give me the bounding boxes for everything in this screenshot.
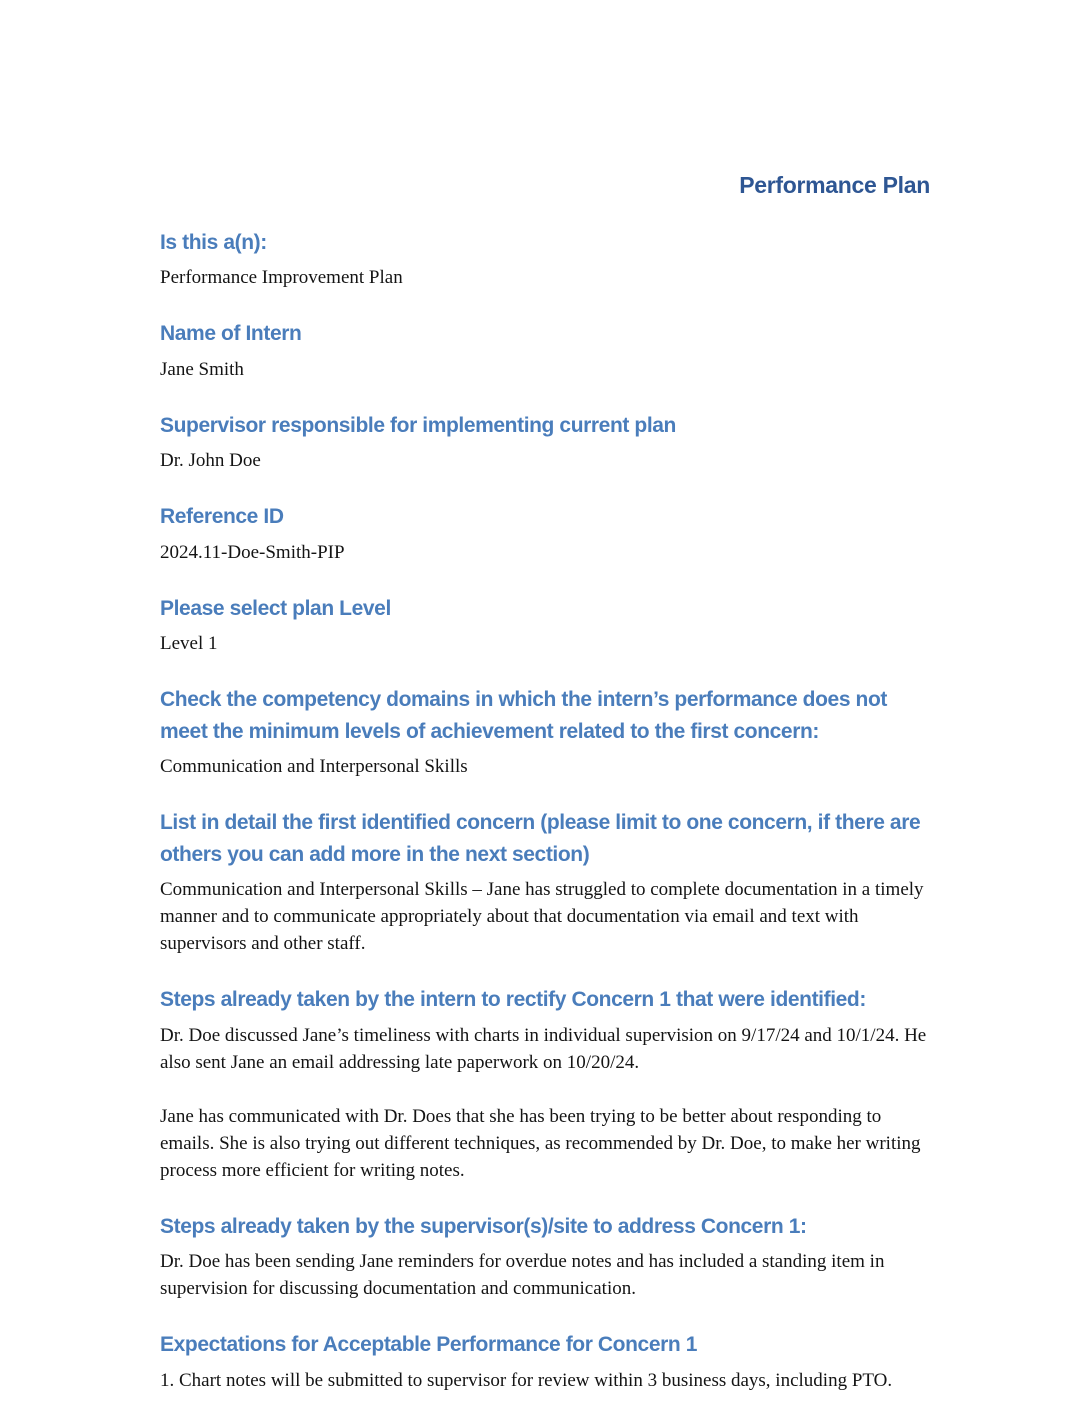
section-paragraph: 1. Chart notes will be submitted to supervisor for review within 3 business days, including PTO.	[160, 1369, 893, 1391]
section-paragraph: Communication and Interpersonal Skills	[160, 756, 468, 778]
document-section	[160, 984, 930, 1184]
section-heading: Supervisor responsible for implementing current plan	[160, 413, 676, 437]
section-heading: Steps already taken by the supervisor(s)/site to address Concern 1:	[160, 1214, 807, 1238]
document-section	[160, 807, 930, 957]
section-heading: Please select plan Level	[160, 596, 391, 620]
document-section	[160, 410, 930, 475]
document-section	[160, 684, 930, 780]
section-paragraph: Jane Smith	[160, 358, 244, 380]
section-paragraph: Dr. Doe has been sending Jane reminders for overdue notes and has included a standing item in supervision for discussing documentation and communication.	[160, 1251, 885, 1300]
document-section	[160, 1211, 930, 1303]
document-section	[160, 501, 930, 566]
document-sections	[160, 227, 930, 1394]
section-paragraph: Dr. John Doe	[160, 450, 261, 472]
section-heading: Is this a(n):	[160, 230, 267, 254]
section-paragraph: Performance Improvement Plan	[160, 267, 403, 289]
section-heading: Name of Intern	[160, 322, 302, 346]
section-heading: Steps already taken by the intern to rectify Concern 1 that were identified:	[160, 988, 866, 1012]
document-section	[160, 593, 930, 658]
section-heading: Reference ID	[160, 505, 284, 529]
document-section	[160, 1329, 930, 1394]
document-section	[160, 318, 930, 383]
section-paragraph: 2024.11-Doe-Smith-PIP	[160, 541, 345, 563]
section-paragraph: Jane has communicated with Dr. Does that she has been trying to be better about responding to emails. She is also trying out different techniques, as recommended by Dr. Doe, to make her writing process more efficient for writing notes.	[160, 1105, 921, 1181]
section-paragraph: Level 1	[160, 633, 218, 655]
document-title: Performance Plan	[739, 172, 930, 198]
section-heading: Expectations for Acceptable Performance for Concern 1	[160, 1333, 698, 1357]
document-section	[160, 227, 930, 292]
section-heading: Check the competency domains in which the intern’s performance does not meet the minimum levels of achievement related to the first concern:	[160, 688, 887, 743]
section-heading: List in detail the first identified concern (please limit to one concern, if there are others you can add more in the next section)	[160, 811, 921, 866]
section-paragraph: Dr. Doe discussed Jane’s timeliness with charts in individual supervision on 9/17/24 and 10/1/24. He also sent Jane an email addressing late paperwork on 10/20/24.	[160, 1024, 927, 1073]
section-paragraph: Communication and Interpersonal Skills – Jane has struggled to complete documentation in a timely manner and to communicate appropriately about that documentation via email and text with supervisors and other staff.	[160, 879, 924, 955]
